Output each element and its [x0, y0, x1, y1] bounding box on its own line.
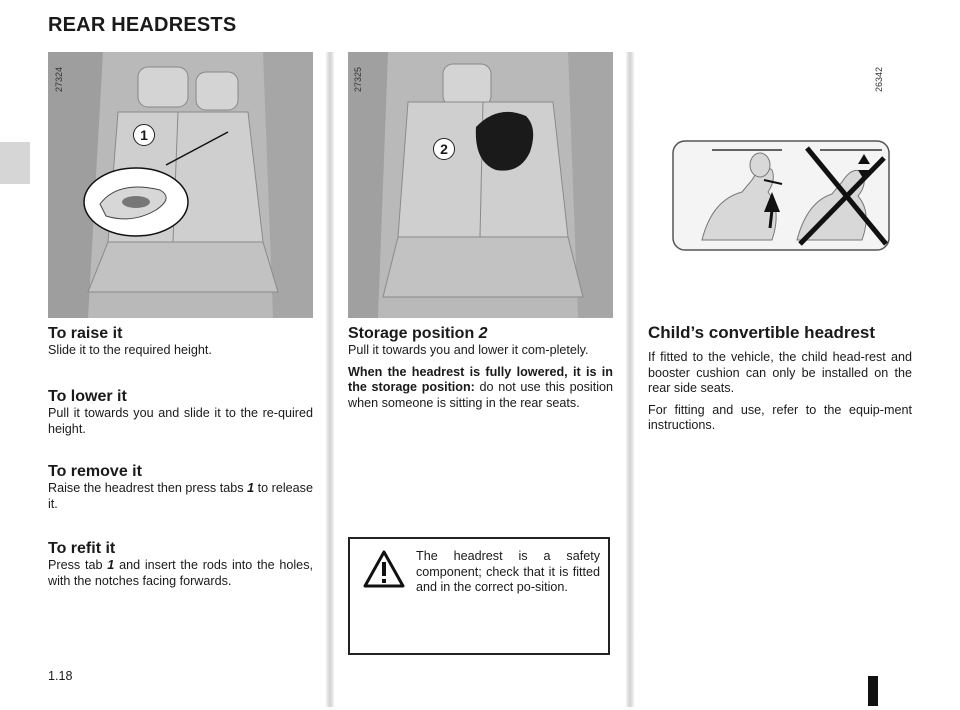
rear-seat-photo-storage: [348, 52, 613, 318]
warning-triangle-icon: [362, 549, 406, 589]
remove-section: [48, 462, 313, 512]
lower-section: [48, 387, 313, 437]
child-headrest-illustration: [672, 140, 890, 251]
page-title: REAR HEADRESTS: [48, 14, 237, 36]
storage-note-bold: When the headrest is fully lowered, it is in the storage position:: [348, 364, 613, 394]
page-number: 1.18: [48, 669, 73, 683]
child-headrest-section: [648, 323, 912, 434]
refit-body-end: and insert the rods into the holes, with the notches facing forwards.: [48, 558, 313, 588]
storage-note-rest: do not use this position when someone is sitting in the rear seats.: [348, 380, 613, 410]
child-p2: For fitting and use, refer to the equip-ment instructions.: [648, 402, 912, 432]
storage-body: Pull it towards you and lower it com-pletely.: [348, 343, 589, 357]
storage-note: [348, 365, 613, 412]
storage-heading-text: Storage position: [348, 325, 479, 342]
child-heading: Child’s convertible headrest: [648, 323, 876, 342]
figure-ref-code: 26342: [874, 66, 884, 92]
raise-heading: To raise it: [48, 325, 123, 342]
figure-ref-code: 27324: [54, 66, 64, 92]
warning-text: The headrest is a safety component; check that it is fitted and in the correct po-sition.: [416, 549, 600, 594]
refit-body-start: Press tab: [48, 558, 108, 572]
remove-heading: To remove it: [48, 463, 142, 480]
column-divider: [326, 52, 334, 707]
storage-ref: 2: [478, 325, 488, 342]
section-tab: [0, 142, 30, 184]
refit-section: [48, 539, 313, 589]
raise-body: Slide it to the required height.: [48, 343, 212, 357]
callout-1-badge: 1: [133, 124, 155, 146]
refit-body: [48, 558, 313, 589]
lower-body: Pull it towards you and slide it to the re-quired height.: [48, 406, 313, 436]
rear-seat-photo-tabs: [48, 52, 313, 318]
child-p1: If fitted to the vehicle, the child head-rest and booster cushion can only be installed on the rear side seats.: [648, 350, 912, 395]
remove-body: [48, 481, 313, 512]
corner-mark: [868, 676, 878, 706]
remove-body-end: to release it.: [48, 481, 313, 511]
storage-heading: [348, 324, 613, 343]
callout-2-badge: 2: [433, 138, 455, 160]
raise-section: [48, 324, 313, 359]
remove-body-start: Raise the headrest then press tabs: [48, 481, 248, 495]
tab-ref: 1: [247, 481, 255, 495]
lower-heading: To lower it: [48, 388, 127, 405]
storage-section: [348, 324, 613, 411]
tab-ref: 1: [107, 558, 115, 572]
safety-warning-box: [348, 537, 610, 655]
refit-heading: To refit it: [48, 540, 116, 557]
figure-ref-code: 27325: [353, 66, 363, 92]
column-divider: [626, 52, 634, 707]
